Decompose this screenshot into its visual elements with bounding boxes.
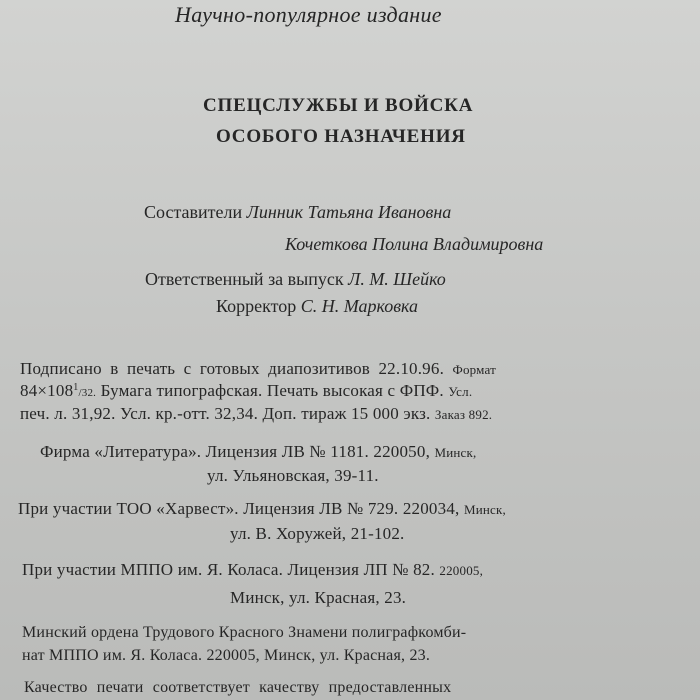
imprint-line	[20, 360, 496, 377]
imprint-line	[20, 405, 492, 422]
responsible-line	[145, 270, 446, 288]
harvest-city: Минск,	[463, 502, 506, 517]
printer-line-2: нат МППО им. Я. Коласа. 220005, Минск, ул. Красная, 23.	[22, 647, 431, 664]
imprint-line	[18, 500, 506, 517]
compilers-line	[144, 203, 451, 221]
mppo-postcode: 220005,	[439, 563, 484, 578]
responsible-name: Л. М. Шейко	[348, 269, 446, 289]
imprint-line	[22, 561, 483, 578]
imprint-format-value: 84×108	[20, 381, 74, 400]
responsible-label: Ответственный за выпуск	[145, 269, 344, 289]
imprint-line	[20, 382, 472, 399]
imprint-format-label: Формат	[452, 362, 497, 377]
compiler-name-1: Линник Татьяна Ивановна	[246, 202, 452, 222]
imprint-signed-text: Подписано в печать с готовых диапозитивов 22.10.96.	[20, 359, 445, 378]
compiler-name-2: Кочеткова Полина Владимировна	[285, 234, 544, 254]
printer-line-1: Минский ордена Трудового Красного Знамени полиграфкомби-	[22, 624, 467, 641]
mppo-license-text: При участии МППО им. Я. Коласа. Лицензия ЛП № 82.	[22, 560, 435, 579]
firm-address: ул. Ульяновская, 39-11.	[207, 466, 379, 485]
book-title-line-1: СПЕЦСЛУЖБЫ И ВОЙСКА	[203, 95, 474, 116]
firm-city: Минск,	[434, 445, 477, 460]
quality-note: Качество печати соответствует качеству предоставленных	[24, 679, 452, 696]
imprint-format-sup: 1	[73, 382, 79, 393]
imprint-print-stats: печ. л. 31,92. Усл. кр.-отт. 32,34. Доп. тираж 15 000 экз.	[20, 404, 431, 423]
book-title-line-2: ОСОБОГО НАЗНАЧЕНИЯ	[216, 126, 466, 147]
imprint-paper-text: Бумага типографская. Печать высокая с ФПФ.	[100, 381, 444, 400]
edition-type: Научно-популярное издание	[175, 2, 442, 27]
harvest-address: ул. В. Хоружей, 21-102.	[230, 524, 405, 543]
mppo-address: Минск, ул. Красная, 23.	[230, 588, 407, 607]
firm-license-text: Фирма «Литература». Лицензия ЛВ № 1181. 220050,	[40, 442, 431, 461]
imprint-format-sub: /32.	[78, 387, 97, 399]
corrector-label: Корректор	[216, 296, 297, 316]
imprint-line	[40, 443, 477, 460]
imprint-order-number: Заказ 892.	[434, 407, 493, 422]
corrector-name: С. Н. Марковка	[300, 296, 419, 316]
harvest-license-text: При участии ТОО «Харвест». Лицензия ЛВ № 729. 220034,	[18, 499, 460, 518]
compilers-label: Составители	[144, 202, 243, 222]
imprint-usl-label: Усл.	[448, 384, 473, 399]
corrector-line	[216, 297, 418, 315]
